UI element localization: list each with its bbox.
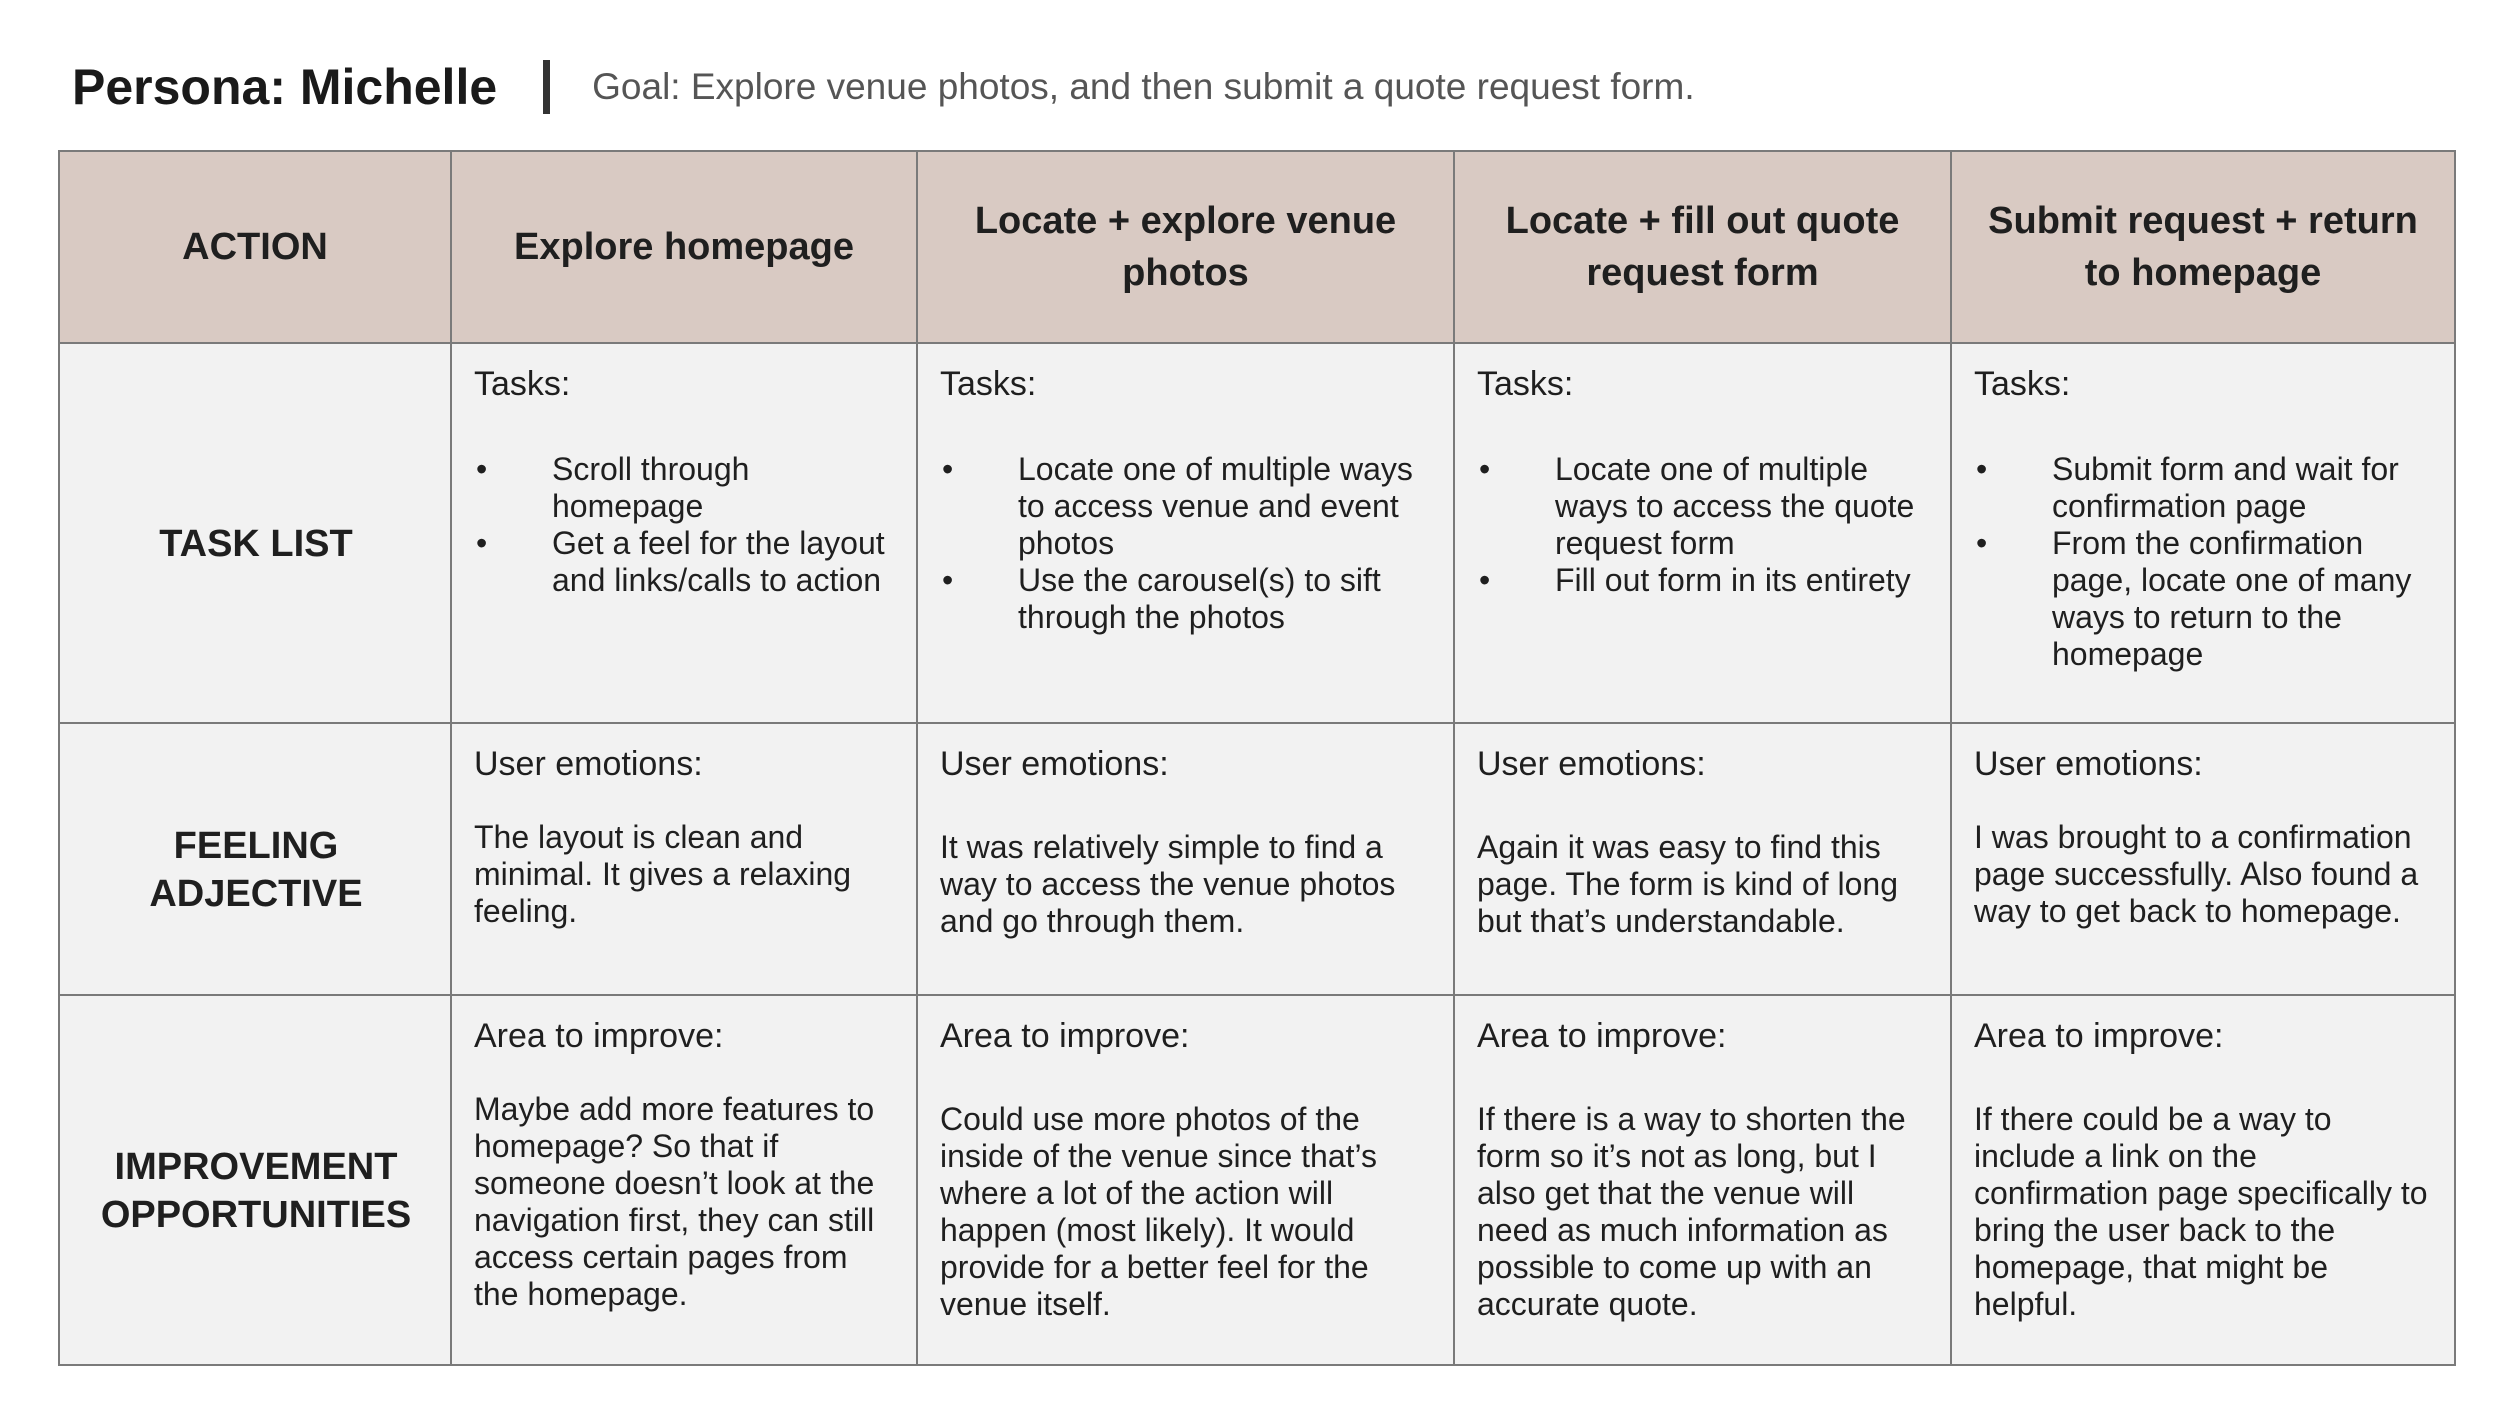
- emotions-title: User emotions:: [474, 745, 703, 783]
- stage-header-4: Submit request + return to homepage: [1951, 151, 2455, 343]
- improve-title: Area to improve:: [940, 1017, 1190, 1055]
- feeling-text: Again it was easy to find this page. The form is kind of long but that’s understandable.: [1477, 829, 1898, 939]
- feeling-cell: [917, 723, 1454, 995]
- improvement-cell: [917, 995, 1454, 1365]
- task-bullets: [940, 451, 1433, 636]
- task-list-label: TASK LIST: [59, 343, 451, 723]
- task-item: • Use the carousel(s) to sift through the photos: [940, 562, 1433, 636]
- page-header: [72, 52, 1695, 122]
- task-cell: [1951, 343, 2455, 723]
- task-item: • Scroll through homepage: [474, 451, 896, 525]
- improvement-text: Maybe add more features to homepage? So that if someone doesn’t look at the navigation first, they can still access certain pages from the homepage.: [474, 1091, 875, 1312]
- improvement-row: [59, 995, 2455, 1365]
- feeling-text: It was relatively simple to find a way to access the venue photos and go through them.: [940, 829, 1396, 939]
- emotions-title: User emotions:: [940, 745, 1169, 783]
- journey-map-table: [58, 150, 2456, 1366]
- feeling-cell: [451, 723, 917, 995]
- feeling-cell: [1951, 723, 2455, 995]
- improvement-cell: [451, 995, 917, 1365]
- stage-header-2: Locate + explore venue photos: [917, 151, 1454, 343]
- header-divider: [543, 60, 550, 114]
- task-item: • Submit form and wait for confirmation page: [1974, 451, 2434, 525]
- improvement-label: IMPROVEMENT OPPORTUNITIES: [59, 995, 451, 1365]
- task-cell: [451, 343, 917, 723]
- stage-header-3: Locate + fill out quote request form: [1454, 151, 1951, 343]
- task-list-row: [59, 343, 2455, 723]
- task-bullets: [1974, 451, 2434, 673]
- header-row: [59, 151, 2455, 343]
- improvement-text: If there could be a way to include a link on the confirmation page specifically to bring the user back to the homepage, that might be helpful.: [1974, 1101, 2428, 1322]
- improve-title: Area to improve:: [474, 1017, 724, 1055]
- task-bullets: [1477, 451, 1930, 599]
- improvement-text: Could use more photos of the inside of the venue since that’s where a lot of the action will happen (most likely). It would provide for a better feel for the venue itself.: [940, 1101, 1378, 1322]
- tasks-title: Tasks:: [474, 365, 571, 403]
- goal-text: Goal: Explore venue photos, and then submit a quote request form.: [592, 66, 1695, 107]
- task-cell: [1454, 343, 1951, 723]
- task-item: • Locate one of multiple ways to access venue and event photos: [940, 451, 1433, 562]
- emotions-title: User emotions:: [1477, 745, 1706, 783]
- feeling-text: I was brought to a confirmation page successfully. Also found a way to get back to homepage.: [1974, 819, 2419, 929]
- stage-header-1: Explore homepage: [451, 151, 917, 343]
- tasks-title: Tasks:: [1974, 365, 2071, 403]
- persona-title: Persona: Michelle: [72, 59, 498, 115]
- improvement-cell: [1951, 995, 2455, 1365]
- feeling-cell: [1454, 723, 1951, 995]
- improvement-cell: [1454, 995, 1951, 1365]
- task-bullets: [474, 451, 896, 599]
- task-item: • Locate one of multiple ways to access the quote request form: [1477, 451, 1930, 562]
- improve-title: Area to improve:: [1974, 1017, 2224, 1055]
- task-item: • Fill out form in its entirety: [1477, 562, 1930, 599]
- feeling-text: The layout is clean and minimal. It gives a relaxing feeling.: [474, 819, 852, 929]
- feeling-label: FEELING ADJECTIVE: [59, 723, 451, 995]
- emotions-title: User emotions:: [1974, 745, 2203, 783]
- tasks-title: Tasks:: [940, 365, 1037, 403]
- tasks-title: Tasks:: [1477, 365, 1574, 403]
- improve-title: Area to improve:: [1477, 1017, 1727, 1055]
- action-label: ACTION: [59, 151, 451, 343]
- task-cell: [917, 343, 1454, 723]
- improvement-text: If there is a way to shorten the form so it’s not as long, but I also get that the venue will need as much information as possible to come up with an accurate quote.: [1477, 1101, 1906, 1322]
- task-item: • Get a feel for the layout and links/calls to action: [474, 525, 896, 599]
- feeling-row: [59, 723, 2455, 995]
- task-item: • From the confirmation page, locate one of many ways to return to the homepage: [1974, 525, 2434, 673]
